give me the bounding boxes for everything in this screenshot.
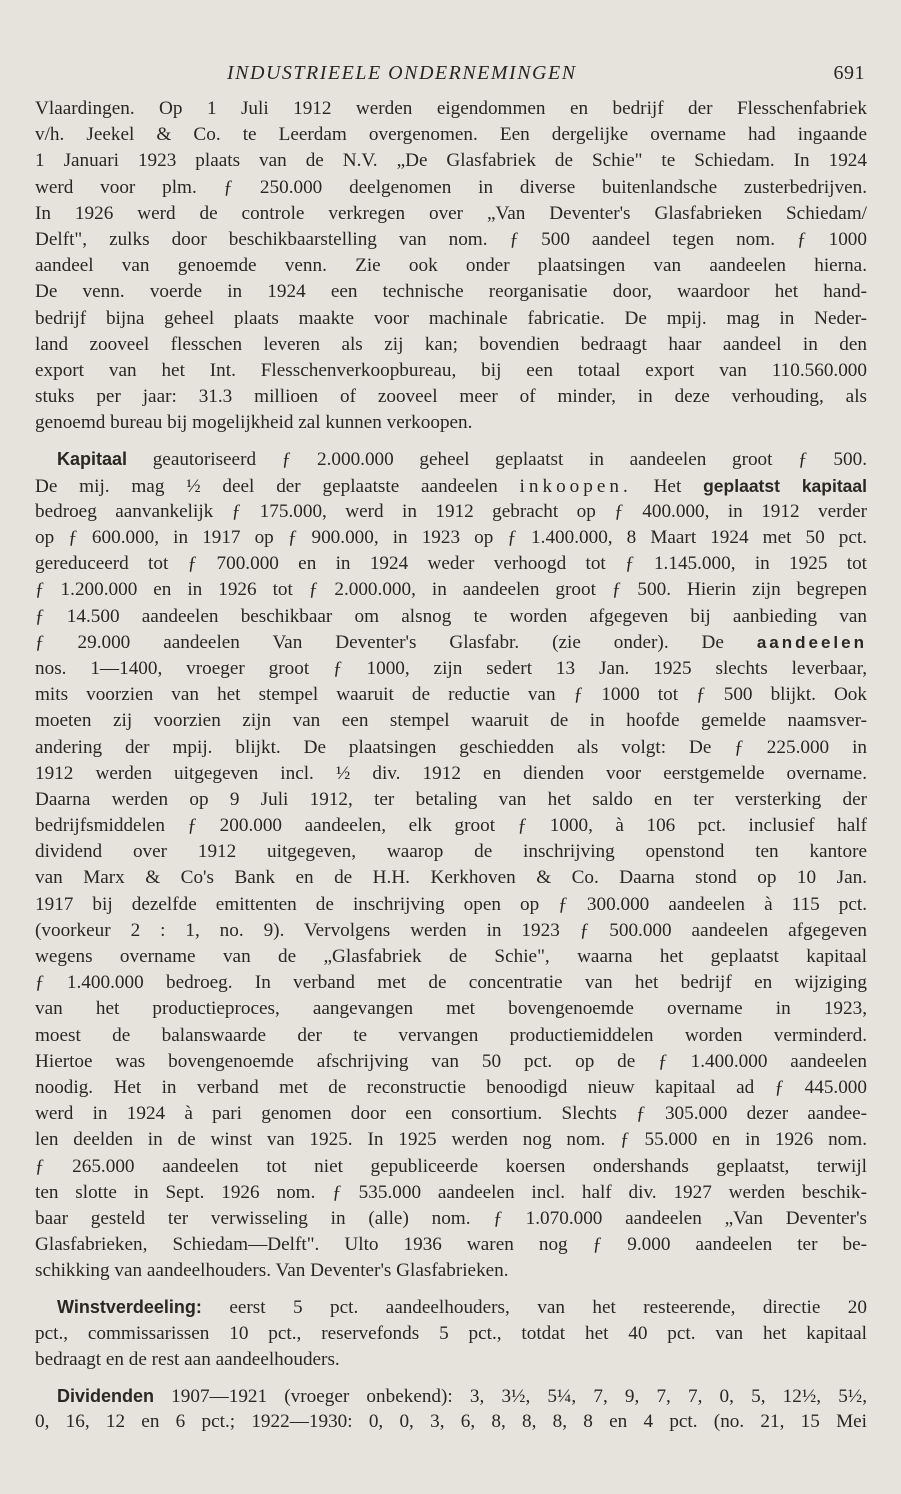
text-line: Delft", zulks door beschikbaarstelling van nom. ƒ 500 aandeel tegen nom. ƒ 1000 — [35, 228, 867, 250]
text-block — [35, 1409, 867, 1435]
text-line — [35, 630, 867, 656]
text-line: dividend over 1912 uitgegeven, waarop de inschrijving openstond ten kantore — [35, 841, 867, 863]
paragraph-kapitaal — [35, 446, 867, 1284]
section-lead-winstverdeeling: Winstverdeeling: — [57, 1297, 202, 1318]
text-line: wegens overname van de „Glasfabriek de Schie", waarna het geplaatst kapitaal — [35, 946, 867, 967]
text-line: werd voor plm. ƒ 250.000 deelgenomen in diverse buitenlandsche zusterbedrijven. — [35, 176, 867, 198]
text-line: gereduceerd tot ƒ 700.000 en in 1924 weder verhoogd tot ƒ 1.145.000, in 1925 tot — [35, 553, 867, 575]
text-line: moeten zij voorzien zijn van een stempel waaruit de in hoofde gemelde naamsver- — [35, 710, 867, 732]
text-fragment: Het — [631, 475, 704, 497]
text-line: Daarna werden op 9 Juli 1912, ter betaling van het saldo en ter versterking der — [35, 788, 867, 810]
text-line — [35, 473, 867, 499]
text-line: 1917 bij dezelfde emittenten de inschrijving open op ƒ 300.000 aandeelen à 115 pct. — [35, 893, 867, 915]
text-line: op ƒ 600.000, in 1917 op ƒ 900.000, in 1923 op ƒ 1.400.000, 8 Maart 1924 met 50 pct. — [35, 527, 867, 548]
bold-term: geplaatst kapitaal — [703, 475, 867, 496]
text-line: andering der mpij. blijkt. De plaatsingen geschiedden als volgt: De ƒ 225.000 in — [35, 736, 867, 758]
running-title: INDUSTRIEELE ONDERNEMINGEN — [227, 62, 577, 84]
text-line: bedrijf bijna geheel plaats maakte voor machinale fabricatie. De mpij. mag in Neder- — [35, 307, 867, 329]
text-block — [35, 499, 867, 630]
text-line: nos. 1—1400, vroeger groot ƒ 1000, zijn sedert 13 Jan. 1925 slechts leverbaar, — [35, 657, 867, 679]
text-line: Hiertoe was bovengenoemde afschrijving van 50 pct. op de ƒ 1.400.000 aandeelen — [35, 1050, 867, 1072]
section-lead-dividenden: Dividenden — [57, 1386, 155, 1406]
text-line: stuks per jaar: 31.3 millioen of zooveel meer of minder, in deze verhouding, als — [35, 386, 867, 408]
text-line: ƒ 1.200.000 en in 1926 tot ƒ 2.000.000, in aandeelen groot ƒ 500. Hierin zijn begrepen — [35, 579, 867, 601]
text-line: aandeel van genoemde venn. Zie ook onder plaatsingen van aandeelen hierna. — [35, 255, 867, 277]
text-line: Glasfabrieken, Schiedam—Delft". Ulto 1936 waren nog ƒ 9.000 aandeelen ter be- — [35, 1234, 867, 1256]
spaced-text: inkoopen. — [519, 475, 632, 497]
text-line: ƒ 265.000 aandeelen tot niet gepubliceerde koersen ondershands geplaatst, terwijl — [35, 1155, 867, 1177]
text-line: mits voorzien van het stempel waaruit de reductie van ƒ 1000 tot ƒ 500 blijkt. Ook — [35, 684, 867, 706]
text-fragment: eerst 5 pct. aandeelhouders, van het resteerende, directie 20 — [201, 1297, 867, 1319]
paragraph-company-history — [35, 96, 867, 436]
paragraph-dividenden — [35, 1383, 867, 1435]
text-line: bedraagt en de rest aan aandeelhouders. — [35, 1348, 340, 1370]
text-line — [35, 446, 867, 472]
text-line: ten slotte in Sept. 1926 nom. ƒ 535.000 aandeelen incl. half div. 1927 werden beschik- — [35, 1181, 867, 1203]
text-line: ƒ 14.500 aandeelen beschikbaar om alsnog te worden afgegeven bij aanbieding van — [35, 605, 867, 627]
text-line: (voorkeur 2 : 1, no. 9). Vervolgens werden in 1923 ƒ 500.000 aandeelen afgegeven — [35, 919, 867, 941]
text-line: bedroeg aanvankelijk ƒ 175.000, werd in 1912 gebracht op ƒ 400.000, in 1912 verder — [35, 500, 867, 522]
running-header — [35, 58, 867, 96]
text-line: schikking van aandeelhouders. Van Deventer's Glasfabrieken. — [35, 1260, 509, 1282]
text-line: 1 Januari 1923 plaats van de N.V. „De Glasfabriek de Schie" te Schiedam. In 1924 — [35, 150, 867, 172]
spaced-bold-term: aandeelen — [756, 632, 867, 652]
text-block — [35, 656, 867, 1285]
page-number: 691 — [833, 62, 865, 84]
text-fragment: geautoriseerd ƒ 2.000.000 geheel geplaatst in aandeelen groot ƒ 500. — [127, 449, 867, 471]
paragraph-winstverdeeling — [35, 1294, 867, 1373]
section-lead-kapitaal: Kapitaal — [57, 449, 128, 470]
text-line: ƒ 1.400.000 bedroeg. In verband met de concentratie van het bedrijf en wijziging — [35, 972, 867, 994]
text-fragment: De mij. mag ½ deel der geplaatste aandeelen — [35, 475, 520, 497]
text-line: In 1926 werd de controle verkregen over „Van Deventer's Glasfabrieken Schiedam/ — [35, 202, 867, 224]
text-line: land zooveel flesschen leveren als zij kan; bovendien bedraagt haar aandeel in den — [35, 333, 867, 355]
text-line: Vlaardingen. Op 1 Juli 1912 werden eigendommen en bedrijf der Flesschenfabriek — [35, 98, 867, 119]
text-line: werd in 1924 à pari genomen door een consortium. Slechts ƒ 305.000 dezer aandee- — [35, 1103, 867, 1125]
text-line — [35, 1383, 867, 1409]
text-line: v/h. Jeekel & Co. te Leerdam overgenomen. Een dergelijke overname had ingaande — [35, 124, 867, 146]
text-line: genoemd bureau bij mogelijkheid zal kunnen verkoopen. — [35, 412, 473, 434]
text-line: moest de balanswaarde der te vervangen productiemiddelen worden verminderd. — [35, 1024, 867, 1046]
text-line: noodig. Het in verband met de reconstructie benoodigd nieuw kapitaal ad ƒ 445.000 — [35, 1076, 867, 1098]
text-fragment: ƒ 29.000 aandeelen Van Deventer's Glasfabr. (zie onder). De — [35, 631, 757, 653]
text-line: De venn. voerde in 1924 een technische reorganisatie door, waardoor het hand- — [35, 281, 867, 303]
text-line — [35, 1294, 867, 1320]
text-line: pct., commissarissen 10 pct., reservefonds 5 pct., totdat het 40 pct. van het kapitaal — [35, 1322, 867, 1344]
text-line: bedrijfsmiddelen ƒ 200.000 aandeelen, elk groot ƒ 1000, à 106 pct. inclusief half — [35, 815, 867, 837]
text-line: baar gesteld ter verwisseling in (alle) nom. ƒ 1.070.000 aandeelen „Van Deventer's — [35, 1207, 867, 1229]
text-line: 0, 16, 12 en 6 pct.; 1922—1930: 0, 0, 3, 6, 8, 8, 8, 8 en 4 pct. (no. 21, 15 Mei — [35, 1411, 867, 1433]
text-fragment: 1907—1921 (vroeger onbekend): 3, 3½, 5¼, 7, 9, 7, 7, 0, 5, 12½, 5½, — [154, 1386, 867, 1407]
text-line: 1912 werden uitgegeven incl. ½ div. 1912 en dienden voor eerstgemelde overname. — [35, 762, 867, 784]
text-line: len deelden in de winst van 1925. In 1925 werden nog nom. ƒ 55.000 en in 1926 nom. — [35, 1129, 867, 1151]
text-block — [35, 1321, 867, 1373]
text-line: export van het Int. Flesschenverkoopbureau, bij een totaal export van 110.560.000 — [35, 359, 867, 381]
text-line: van Marx & Co's Bank en de H.H. Kerkhoven & Co. Daarna stond op 10 Jan. — [35, 867, 867, 889]
text-line: van het productieproces, aangevangen met bovengenoemde overname in 1923, — [35, 998, 867, 1020]
